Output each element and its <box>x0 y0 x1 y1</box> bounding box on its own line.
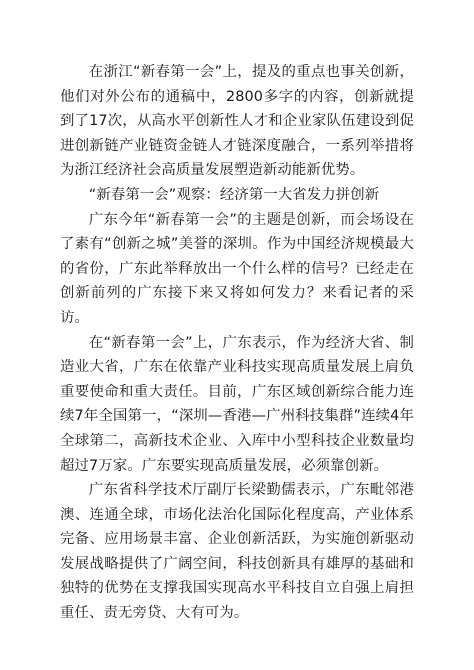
paragraph-guangdong-innovation: 在“新春第一会”上，广东表示，作为经济大省、制造业大省，广东在依靠产业科技实现高质量发展上肩负重要使命和重大责任。目前，广东区域创新综合能力连续7年全国第一，“深圳—香港—广州科技集群”连续4年全球第二，高新技术企业、入库中小型科技企业数量均超过7万家。广东要实现高质量发展，必须靠创新。 <box>60 334 414 474</box>
paragraph-guangdong-theme: 广东今年“新春第一会”的主题是创新，而会场设在了素有“创新之城”美誉的深圳。作为中国经济规模最大的省份，广东此举释放出一个什么样的信号？已经走在创新前列的广东接下来又将如何发力？来看记者的采访。 <box>60 211 414 326</box>
paragraph-zhejiang: 在浙江“新春第一会”上，提及的重点也事关创新，他们对外公布的通稿中，2800多字的内容，创新就提到了17次，从高水平创新性人才和企业家队伍建设到促进创新链产业链资金链人才链深度融合，一系列举措将为浙江经济社会高质量发展塑造新动能新优势。 <box>60 64 414 179</box>
section-heading: “新春第一会”观察：经济第一大省发力拼创新 <box>88 186 380 203</box>
paragraph-official-quote: 广东省科学技术厅副厅长梁勤儒表示，广东毗邻港澳、连通全球，市场化法治化国际化程度高，产业体系完备、应用场景丰富、企业创新活跃，为实施创新驱动发展战略提供了广阔空间，科技创新具有雄厚的基础和独特的优势在支撑我国实现高水平科技自立自强上肩担重任、责无旁贷、大有可为。 <box>60 482 414 622</box>
